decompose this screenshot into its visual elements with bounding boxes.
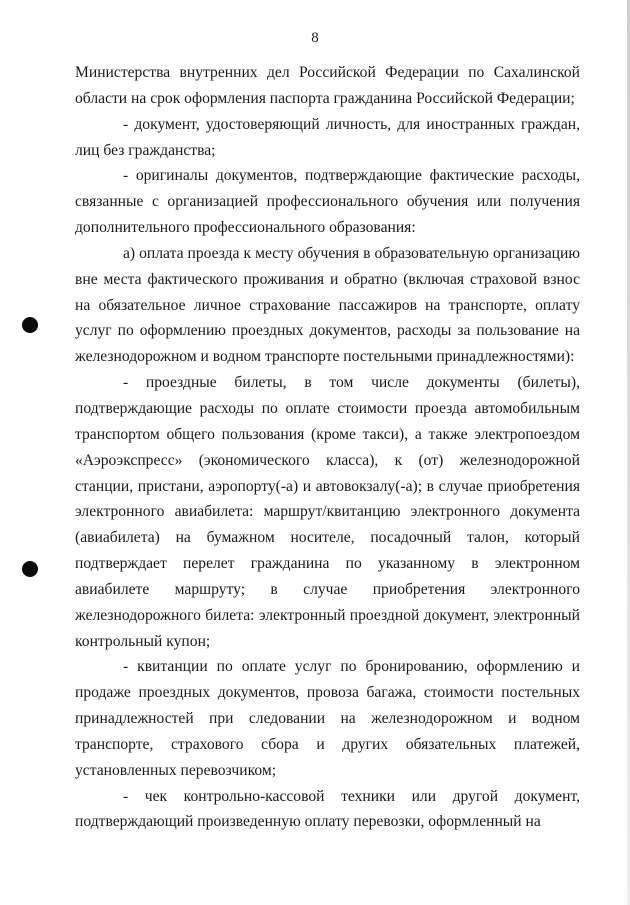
- paragraph-7: - чек контрольно-кассовой техники или другой документ, подтверждающий произведенную оплату перевозки, оформленный на: [75, 787, 580, 831]
- paragraph-2: - документ, удостоверяющий личность, для иностранных граждан, лиц без гражданства;: [75, 115, 580, 159]
- paragraph-4: а) оплата проезда к месту обучения в образовательную организацию вне места фактического проживания и обратно (включая страховой взнос на обязательное личное страхование пассажиров на транспорте, оплату услуг по оформлению проездных документов, расходы за пользование на железнодорожном и водном транспорте постельными принадлежностями):: [75, 244, 580, 366]
- paragraph-3: - оригиналы документов, подтверждающие фактические расходы, связанные с организацией профессионального обучения или получения дополнительного профессионального образования:: [75, 167, 580, 237]
- paragraph-6: - квитанции по оплате услуг по бронированию, оформлению и продаже проездных документов, провоза багажа, стоимости постельных принадлежностей при следовании на железнодорожном и водном транспорте, страхового сбора и других обязательных платежей, установленных перевозчиком;: [75, 658, 580, 779]
- punch-hole-lower: [22, 561, 38, 577]
- paragraph-1: Министерства внутренних дел Российской Федерации по Сахалинской области на срок оформления паспорта гражданина Российской Федерации;: [75, 64, 580, 107]
- paragraph-5: - проездные билеты, в том числе документы (билеты), подтверждающие расходы по оплате стоимости проезда автомобильным транспортом общего пользования (кроме такси), а также электропоездом «Аэроэкспресс» (экономического класса), к (от) железнодорожной станции, пристани, аэропорту(-а) и автовокзалу(-а); в случае приобретения электронного авиабилета: маршрут/квитанцию электронного документа (авиабилета) на бумажном носителе, посадочный талон, который подтверждает перелет гражданина по указанному в электронном авиабилете маршруту; в случае приобретения электронного железнодорожного билета: электронный проездной документ, электронный контрольный купон;: [75, 374, 580, 650]
- punch-hole-upper: [22, 317, 38, 333]
- document-body: [75, 60, 580, 835]
- page-number: 8: [311, 30, 319, 46]
